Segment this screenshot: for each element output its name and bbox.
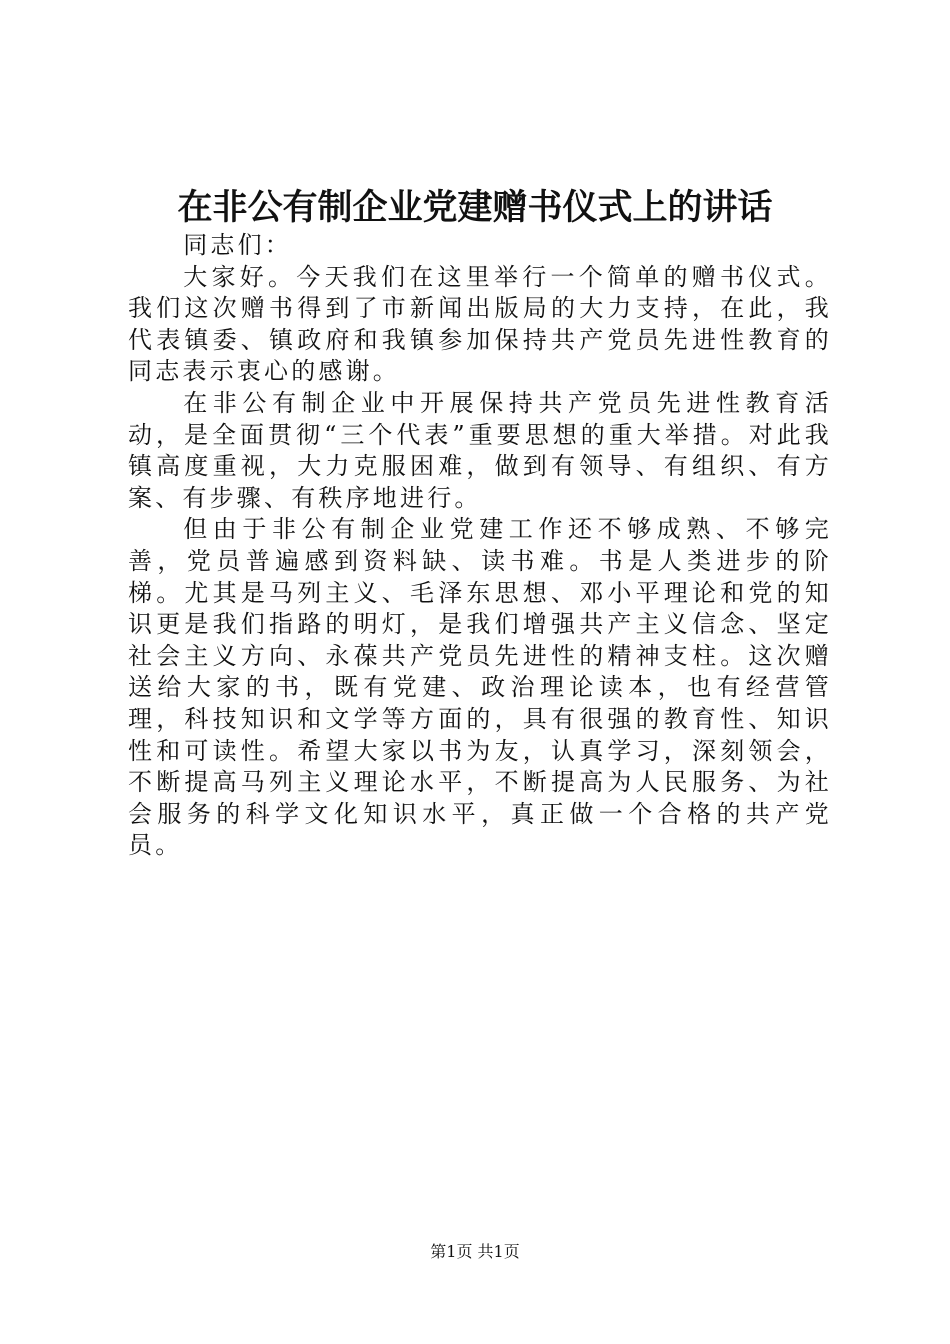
paragraph-1: 大家好。今天我们在这里举行一个简单的赠书仪式。我们这次赠书得到了市新闻出版局的大力支持，在此，我代表镇委、镇政府和我镇参加保持共产党员先进性教育的同志表示衷心的感谢。 <box>128 262 832 386</box>
document-title: 在非公有制企业党建赠书仪式上的讲话 <box>177 187 773 228</box>
salutation: 同志们： <box>183 231 292 259</box>
page-footer: 第1页 共1页 <box>430 1242 520 1261</box>
paragraph-3: 但由于非公有制企业党建工作还不够成熟、不够完善，党员普遍感到资料缺、读书难。书是人类进步的阶梯。尤其是马列主义、毛泽东思想、邓小平理论和党的知识更是我们指路的明灯，是我们增强共产主义信念、坚定社会主义方向、永葆共产党员先进性的精神支柱。这次赠送给大家的书，既有党建、政治理论读本，也有经营管理，科技知识和文学等方面的，具有很强的教育性、知识性和可读性。希望大家以书为友，认真学习，深刻领会，不断提高马列主义理论水平，不断提高为人民服务、为社会服务的科学文化知识水平，真正做一个合格的共产党员。 <box>128 515 832 860</box>
document-body <box>128 230 832 862</box>
paragraph-2: 在非公有制企业中开展保持共产党员先进性教育活动，是全面贯彻“三个代表”重要思想的重大举措。对此我镇高度重视，大力克服困难，做到有领导、有组织、有方案、有步骤、有秩序地进行。 <box>128 388 832 512</box>
